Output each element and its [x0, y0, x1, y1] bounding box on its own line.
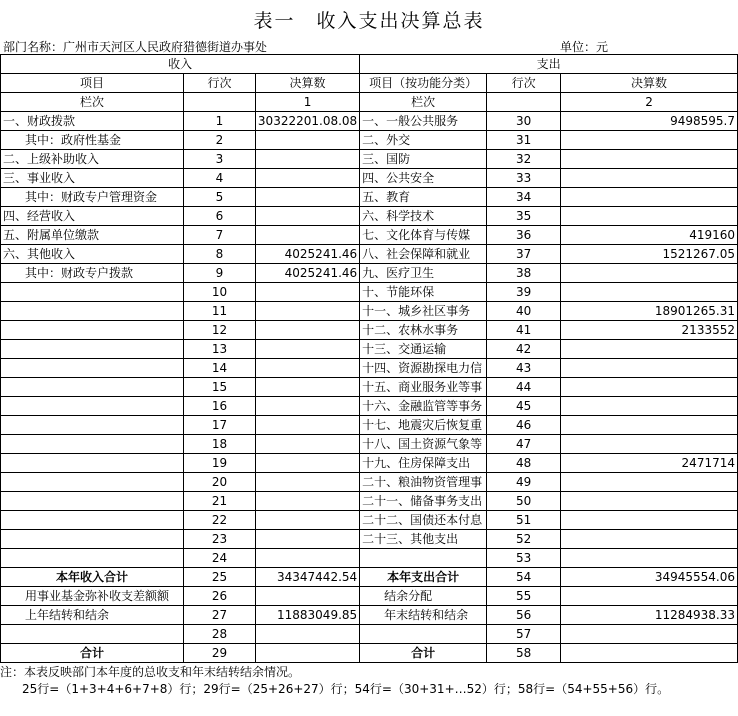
- income-item-cell: [1, 397, 184, 416]
- footnote: [0, 664, 738, 698]
- expense-item-cell: 十九、住房保障支出: [360, 454, 487, 473]
- table-row: [1, 340, 738, 359]
- expense-line-cell: 37: [487, 245, 561, 264]
- table-row: [1, 207, 738, 226]
- income-amount-cell: [255, 397, 359, 416]
- expense-column-label: 栏次: [360, 93, 487, 112]
- income-line-cell: 5: [183, 188, 255, 207]
- expense-item-cell: 二十二、国债还本付息: [360, 511, 487, 530]
- income-item-cell: [1, 378, 184, 397]
- expense-line-cell: 41: [487, 321, 561, 340]
- expense-item-cell: 十一、城乡社区事务: [360, 302, 487, 321]
- expense-amount-cell: [561, 587, 738, 606]
- income-item-cell: 其中：政府性基金: [1, 131, 184, 150]
- expense-amount-cell: [561, 378, 738, 397]
- income-amount-cell: [255, 587, 359, 606]
- table-row: [1, 492, 738, 511]
- table-row: [1, 397, 738, 416]
- expense-item-cell: 十六、金融监管等事务: [360, 397, 487, 416]
- income-amount-cell: [255, 644, 359, 663]
- expense-line-cell: 40: [487, 302, 561, 321]
- table-row: [1, 150, 738, 169]
- expense-amount-cell: [561, 397, 738, 416]
- section-header-row: [1, 55, 738, 74]
- table-row: [1, 321, 738, 340]
- expense-item-cell: 二、外交: [360, 131, 487, 150]
- expense-item-header: 项目（按功能分类）: [360, 74, 487, 93]
- income-amount-cell: [255, 131, 359, 150]
- income-item-cell: [1, 321, 184, 340]
- column-number-row: [1, 93, 738, 112]
- empty-cell: [487, 93, 561, 112]
- expense-line-cell: 31: [487, 131, 561, 150]
- income-amount-cell: 11883049.85: [255, 606, 359, 625]
- table-row: [1, 587, 738, 606]
- expense-line-cell: 32: [487, 150, 561, 169]
- income-amount-cell: [255, 625, 359, 644]
- expense-item-cell: 九、医疗卫生: [360, 264, 487, 283]
- income-item-cell: [1, 530, 184, 549]
- table-row: [1, 530, 738, 549]
- table-row: [1, 606, 738, 625]
- expense-amount-header: 决算数: [561, 74, 738, 93]
- income-item-cell: [1, 625, 184, 644]
- income-item-cell: 一、财政拨款: [1, 112, 184, 131]
- income-amount-cell: [255, 549, 359, 568]
- income-line-cell: 17: [183, 416, 255, 435]
- expense-line-cell: 55: [487, 587, 561, 606]
- income-amount-cell: [255, 492, 359, 511]
- table-row: [1, 169, 738, 188]
- table-row: [1, 302, 738, 321]
- income-amount-cell: [255, 378, 359, 397]
- expense-item-cell: 二十一、储备事务支出: [360, 492, 487, 511]
- expense-line-cell: 43: [487, 359, 561, 378]
- income-amount-cell: 4025241.46: [255, 264, 359, 283]
- income-line-cell: 14: [183, 359, 255, 378]
- income-line-cell: 22: [183, 511, 255, 530]
- income-item-cell: [1, 435, 184, 454]
- income-item-cell: [1, 416, 184, 435]
- table-row: [1, 112, 738, 131]
- income-line-cell: 25: [183, 568, 255, 587]
- expense-line-header: 行次: [487, 74, 561, 93]
- expense-item-cell: 结余分配: [360, 587, 487, 606]
- income-item-cell: 本年收入合计: [1, 568, 184, 587]
- income-line-cell: 19: [183, 454, 255, 473]
- table-row: [1, 568, 738, 587]
- income-item-cell: 三、事业收入: [1, 169, 184, 188]
- income-line-cell: 8: [183, 245, 255, 264]
- income-amount-cell: [255, 435, 359, 454]
- expense-item-cell: 六、科学技术: [360, 207, 487, 226]
- income-amount-cell: [255, 169, 359, 188]
- expense-amount-cell: [561, 340, 738, 359]
- expense-line-cell: 57: [487, 625, 561, 644]
- expense-amount-cell: [561, 264, 738, 283]
- income-amount-cell: [255, 340, 359, 359]
- expense-amount-cell: [561, 625, 738, 644]
- expense-amount-cell: [561, 530, 738, 549]
- income-amount-cell: [255, 416, 359, 435]
- expense-line-cell: 34: [487, 188, 561, 207]
- expense-line-cell: 46: [487, 416, 561, 435]
- expense-amount-cell: [561, 511, 738, 530]
- income-column-label: 栏次: [1, 93, 184, 112]
- income-line-cell: 1: [183, 112, 255, 131]
- expense-item-cell: [360, 625, 487, 644]
- expense-item-cell: 十、节能环保: [360, 283, 487, 302]
- income-amount-cell: [255, 188, 359, 207]
- expense-item-cell: 八、社会保障和就业: [360, 245, 487, 264]
- expense-amount-cell: [561, 359, 738, 378]
- expense-amount-cell: 11284938.33: [561, 606, 738, 625]
- currency-unit: 单位：元: [560, 40, 609, 54]
- expense-item-cell: 十二、农林水事务: [360, 321, 487, 340]
- expense-line-cell: 30: [487, 112, 561, 131]
- income-amount-cell: [255, 226, 359, 245]
- income-item-cell: 用事业基金弥补收支差额额: [1, 587, 184, 606]
- expense-line-cell: 48: [487, 454, 561, 473]
- expense-item-cell: 十八、国土资源气象等: [360, 435, 487, 454]
- expense-line-cell: 44: [487, 378, 561, 397]
- expense-item-cell: [360, 549, 487, 568]
- income-item-cell: 其中：财政专户拨款: [1, 264, 184, 283]
- income-item-cell: [1, 340, 184, 359]
- income-line-cell: 16: [183, 397, 255, 416]
- expense-line-cell: 49: [487, 473, 561, 492]
- table-row: [1, 359, 738, 378]
- table-row: [1, 473, 738, 492]
- income-line-cell: 9: [183, 264, 255, 283]
- income-item-cell: 其中：财政专户管理资金: [1, 188, 184, 207]
- income-line-cell: 29: [183, 644, 255, 663]
- income-amount-cell: [255, 530, 359, 549]
- expense-amount-cell: 2471714: [561, 454, 738, 473]
- table-row: [1, 435, 738, 454]
- footnote-line-2: 25行=（1+3+4+6+7+8）行；29行=（25+26+27）行；54行=（30+31+…52）行；58行=（54+55+56）行。: [22, 682, 670, 696]
- income-amount-cell: 30322201.08.08: [255, 112, 359, 131]
- expense-item-cell: 十三、交通运输: [360, 340, 487, 359]
- income-column-number: 1: [255, 93, 359, 112]
- income-amount-cell: [255, 511, 359, 530]
- expense-item-cell: 七、文化体育与传媒: [360, 226, 487, 245]
- income-item-cell: [1, 549, 184, 568]
- expense-amount-cell: [561, 549, 738, 568]
- income-line-cell: 27: [183, 606, 255, 625]
- expense-amount-cell: [561, 150, 738, 169]
- expense-item-cell: 十四、资源勘探电力信: [360, 359, 487, 378]
- table-row: [1, 283, 738, 302]
- income-amount-cell: [255, 283, 359, 302]
- expense-amount-cell: [561, 131, 738, 150]
- income-line-cell: 15: [183, 378, 255, 397]
- expense-line-cell: 35: [487, 207, 561, 226]
- expense-amount-cell: [561, 207, 738, 226]
- income-amount-cell: 4025241.46: [255, 245, 359, 264]
- income-amount-cell: [255, 207, 359, 226]
- expense-line-cell: 50: [487, 492, 561, 511]
- expense-item-cell: 十五、商业服务业等事: [360, 378, 487, 397]
- expense-line-cell: 38: [487, 264, 561, 283]
- table-row: [1, 625, 738, 644]
- page-title: 表一 收入支出决算总表: [253, 10, 485, 32]
- income-item-cell: 上年结转和结余: [1, 606, 184, 625]
- expense-line-cell: 45: [487, 397, 561, 416]
- expense-line-cell: 52: [487, 530, 561, 549]
- expense-item-cell: 合计: [360, 644, 487, 663]
- table-row: [1, 226, 738, 245]
- income-line-cell: 13: [183, 340, 255, 359]
- income-line-cell: 3: [183, 150, 255, 169]
- income-line-cell: 26: [183, 587, 255, 606]
- income-amount-cell: [255, 150, 359, 169]
- expense-amount-cell: [561, 644, 738, 663]
- income-item-cell: [1, 302, 184, 321]
- income-amount-cell: [255, 454, 359, 473]
- expense-item-cell: 一、一般公共服务: [360, 112, 487, 131]
- expense-item-cell: 十七、地震灾后恢复重: [360, 416, 487, 435]
- column-header-row: [1, 74, 738, 93]
- income-line-cell: 18: [183, 435, 255, 454]
- expense-amount-cell: [561, 473, 738, 492]
- expense-item-cell: 本年支出合计: [360, 568, 487, 587]
- income-item-cell: 五、附属单位缴款: [1, 226, 184, 245]
- income-item-cell: 四、经营收入: [1, 207, 184, 226]
- expense-column-number: 2: [561, 93, 738, 112]
- income-line-cell: 20: [183, 473, 255, 492]
- income-item-cell: [1, 492, 184, 511]
- table-row: [1, 131, 738, 150]
- expense-line-cell: 36: [487, 226, 561, 245]
- table-row: [1, 511, 738, 530]
- table-row: [1, 378, 738, 397]
- income-amount-header: 决算数: [255, 74, 359, 93]
- expense-line-cell: 56: [487, 606, 561, 625]
- expense-amount-cell: [561, 435, 738, 454]
- income-line-cell: 23: [183, 530, 255, 549]
- expense-line-cell: 47: [487, 435, 561, 454]
- income-line-cell: 4: [183, 169, 255, 188]
- income-section-header: 收入: [1, 55, 360, 74]
- income-amount-cell: [255, 473, 359, 492]
- income-line-cell: 10: [183, 283, 255, 302]
- income-item-cell: [1, 359, 184, 378]
- expense-item-cell: 二十三、其他支出: [360, 530, 487, 549]
- income-line-cell: 12: [183, 321, 255, 340]
- income-item-cell: 二、上级补助收入: [1, 150, 184, 169]
- income-line-cell: 24: [183, 549, 255, 568]
- income-item-cell: 合计: [1, 644, 184, 663]
- table-row: [1, 245, 738, 264]
- expense-amount-cell: [561, 188, 738, 207]
- expense-amount-cell: [561, 416, 738, 435]
- table-row: [1, 264, 738, 283]
- income-amount-cell: [255, 302, 359, 321]
- income-amount-cell: 34347442.54: [255, 568, 359, 587]
- income-line-cell: 21: [183, 492, 255, 511]
- income-line-cell: 11: [183, 302, 255, 321]
- table-row: [1, 454, 738, 473]
- expense-item-cell: 五、教育: [360, 188, 487, 207]
- income-expense-table: [0, 54, 738, 663]
- expense-amount-cell: 9498595.7: [561, 112, 738, 131]
- expense-section-header: 支出: [360, 55, 738, 74]
- expense-amount-cell: [561, 169, 738, 188]
- income-item-cell: [1, 454, 184, 473]
- expense-line-cell: 58: [487, 644, 561, 663]
- expense-amount-cell: 18901265.31: [561, 302, 738, 321]
- expense-line-cell: 54: [487, 568, 561, 587]
- table-row: [1, 549, 738, 568]
- income-item-header: 项目: [1, 74, 184, 93]
- income-line-cell: 28: [183, 625, 255, 644]
- expense-line-cell: 53: [487, 549, 561, 568]
- expense-amount-cell: 2133552: [561, 321, 738, 340]
- expense-item-cell: 四、公共安全: [360, 169, 487, 188]
- table-row: [1, 644, 738, 663]
- expense-item-cell: 年末结转和结余: [360, 606, 487, 625]
- income-line-cell: 2: [183, 131, 255, 150]
- table-row: [1, 188, 738, 207]
- table-row: [1, 416, 738, 435]
- expense-item-cell: 三、国防: [360, 150, 487, 169]
- expense-item-cell: 二十、粮油物资管理事: [360, 473, 487, 492]
- expense-amount-cell: 1521267.05: [561, 245, 738, 264]
- expense-amount-cell: [561, 492, 738, 511]
- income-item-cell: 六、其他收入: [1, 245, 184, 264]
- income-item-cell: [1, 283, 184, 302]
- expense-line-cell: 33: [487, 169, 561, 188]
- expense-line-cell: 42: [487, 340, 561, 359]
- income-line-cell: 7: [183, 226, 255, 245]
- income-item-cell: [1, 511, 184, 530]
- expense-amount-cell: [561, 283, 738, 302]
- department-name: 部门名称：广州市天河区人民政府猎德街道办事处: [3, 40, 268, 54]
- empty-cell: [183, 93, 255, 112]
- income-amount-cell: [255, 359, 359, 378]
- expense-amount-cell: 34945554.06: [561, 568, 738, 587]
- income-item-cell: [1, 473, 184, 492]
- expense-line-cell: 39: [487, 283, 561, 302]
- income-line-cell: 6: [183, 207, 255, 226]
- income-line-header: 行次: [183, 74, 255, 93]
- income-amount-cell: [255, 321, 359, 340]
- expense-amount-cell: 419160: [561, 226, 738, 245]
- footnote-line-1: 注：本表反映部门本年度的总收支和年末结转结余情况。: [0, 665, 301, 679]
- expense-line-cell: 51: [487, 511, 561, 530]
